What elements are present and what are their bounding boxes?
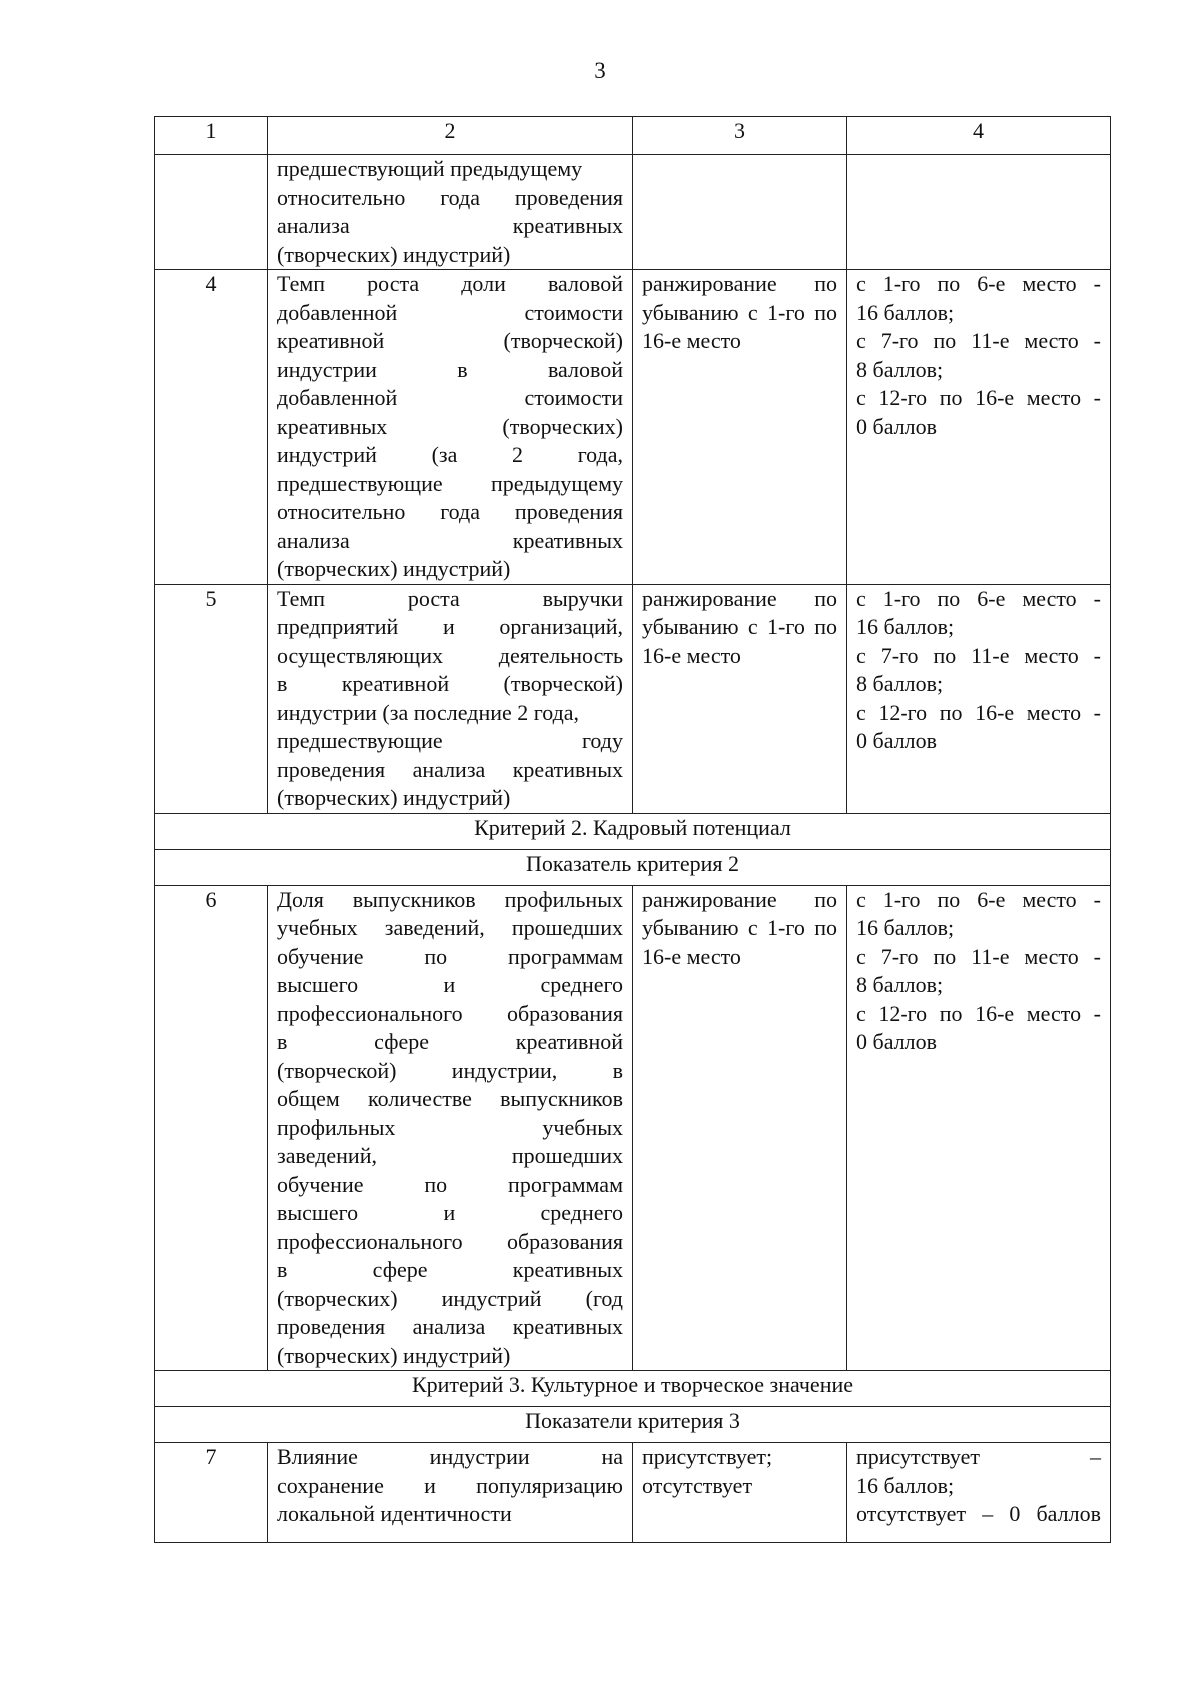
description-line: предшествующие году <box>277 728 623 753</box>
description-line: относительно года проведения <box>277 499 623 524</box>
description-line: осуществляющих деятельность <box>277 642 623 668</box>
score-line: с 7-го по 11-е место - <box>856 642 1101 668</box>
score-line: 8 баллов; <box>856 356 944 382</box>
indicator-description <box>268 155 633 270</box>
description-line: локальной идентичности <box>277 1501 512 1526</box>
assessment-method: ранжирование по убыванию с 1-го по 16-е место <box>633 270 847 585</box>
score-line: 0 баллов <box>856 1029 937 1054</box>
description-line: (творческой) индустрии, в <box>277 1057 623 1083</box>
assessment-method: присутствует; отсутствует <box>633 1443 847 1543</box>
section-heading: Критерий 2. Кадровый потенциал <box>155 813 1111 849</box>
description-line: анализа креативных <box>277 527 623 553</box>
scoring-rules <box>847 584 1111 813</box>
row-number: 6 <box>155 885 268 1371</box>
scoring-rules <box>847 270 1111 585</box>
assessment-method: ранжирование по убыванию с 1-го по 16-е место <box>633 584 847 813</box>
score-line: отсутствует – 0 баллов <box>856 1501 1101 1526</box>
description-line: (творческих) индустрий) <box>277 556 511 581</box>
section-heading: Критерий 3. Культурное и творческое значение <box>155 1371 1111 1407</box>
description-line: добавленной стоимости <box>277 385 623 410</box>
score-line: 0 баллов <box>856 413 937 439</box>
description-line: профессионального образования <box>277 1228 623 1254</box>
description-line: предшествующий предыдущему <box>277 156 583 181</box>
description-line: в креативной (творческой) <box>277 671 623 696</box>
description-line: индустрии (за последние 2 года, <box>277 699 580 725</box>
description-line: предшествующие предыдущему <box>277 470 623 496</box>
description-line: добавленной стоимости <box>277 299 623 325</box>
section-heading: Показатели критерия 3 <box>155 1407 1111 1443</box>
scoring-rules <box>847 1443 1111 1543</box>
score-line: 16 баллов; <box>856 614 955 639</box>
assessment-method: ранжирование по убыванию с 1-го по 16-е место <box>633 885 847 1371</box>
criteria-table <box>154 116 1111 1543</box>
score-line: с 12-го по 16-е место - <box>856 699 1101 725</box>
description-line: предприятий и организаций, <box>277 614 623 639</box>
column-header: 3 <box>633 117 847 155</box>
score-line: с 7-го по 11-е место - <box>856 943 1101 969</box>
column-header: 1 <box>155 117 268 155</box>
indicator-description <box>268 885 633 1371</box>
table-header-row <box>155 117 1111 155</box>
description-line: Темп роста выручки <box>277 585 623 611</box>
description-line: обучение по программам <box>277 943 623 969</box>
description-line: профильных учебных <box>277 1114 623 1140</box>
description-line: Темп роста доли валовой <box>277 271 623 296</box>
description-line: Влияние индустрии на <box>277 1444 623 1469</box>
description-line: проведения анализа креативных <box>277 756 623 782</box>
description-line: общем количестве выпускников <box>277 1086 623 1111</box>
description-line: сохранение и популяризацию <box>277 1472 623 1498</box>
row-number <box>155 155 268 270</box>
indicator-description <box>268 1443 633 1543</box>
description-line: проведения анализа креативных <box>277 1314 623 1339</box>
scoring-rules <box>847 155 1111 270</box>
row-number: 5 <box>155 584 268 813</box>
score-line: 16 баллов; <box>856 915 955 940</box>
score-line: 16 баллов; <box>856 299 955 325</box>
description-line: (творческих) индустрий) <box>277 241 511 267</box>
description-line: профессионального образования <box>277 1000 623 1026</box>
section-heading: Показатель критерия 2 <box>155 849 1111 885</box>
description-line: высшего и среднего <box>277 972 623 997</box>
table-row <box>155 885 1111 1371</box>
score-line: 16 баллов; <box>856 1472 955 1498</box>
row-number: 4 <box>155 270 268 585</box>
table-row <box>155 270 1111 585</box>
page-number: 3 <box>594 58 606 83</box>
indicator-description <box>268 270 633 585</box>
description-line: заведений, прошедших <box>277 1143 623 1168</box>
section-row <box>155 1407 1111 1443</box>
column-header: 2 <box>268 117 633 155</box>
section-row <box>155 849 1111 885</box>
score-line: с 1-го по 6-е место - <box>856 886 1101 912</box>
table-row <box>155 1443 1111 1543</box>
assessment-method <box>633 155 847 270</box>
description-line: в сфере креативной <box>277 1029 623 1054</box>
description-line: индустрий (за 2 года, <box>277 442 623 467</box>
score-line: с 12-го по 16-е место - <box>856 385 1101 410</box>
score-line: присутствует – <box>856 1444 1101 1469</box>
score-line: 0 баллов <box>856 728 937 753</box>
score-line: 8 баллов; <box>856 671 944 696</box>
score-line: 8 баллов; <box>856 972 944 997</box>
description-line: креативной (творческой) <box>277 328 623 353</box>
scoring-rules <box>847 885 1111 1371</box>
description-line: (творческих) индустрий (год <box>277 1285 623 1311</box>
score-line: с 1-го по 6-е место - <box>856 585 1101 611</box>
score-line: с 1-го по 6-е место - <box>856 271 1101 296</box>
description-line: анализа креативных <box>277 213 623 238</box>
section-row <box>155 1371 1111 1407</box>
description-line: (творческих) индустрий) <box>277 785 511 810</box>
column-header: 4 <box>847 117 1111 155</box>
score-line: с 7-го по 11-е место - <box>856 328 1101 353</box>
score-line: с 12-го по 16-е место - <box>856 1000 1101 1026</box>
table-row <box>155 155 1111 270</box>
description-line: в сфере креативных <box>277 1257 623 1282</box>
description-line: индустрии в валовой <box>277 356 623 382</box>
row-number: 7 <box>155 1443 268 1543</box>
description-line: (творческих) индустрий) <box>277 1342 511 1368</box>
indicator-description <box>268 584 633 813</box>
section-row <box>155 813 1111 849</box>
description-line: обучение по программам <box>277 1171 623 1197</box>
table-row <box>155 584 1111 813</box>
description-line: высшего и среднего <box>277 1200 623 1225</box>
description-line: креативных (творческих) <box>277 413 623 439</box>
description-line: Доля выпускников профильных <box>277 886 623 912</box>
description-line: учебных заведений, прошедших <box>277 915 623 940</box>
description-line: относительно года проведения <box>277 184 623 210</box>
